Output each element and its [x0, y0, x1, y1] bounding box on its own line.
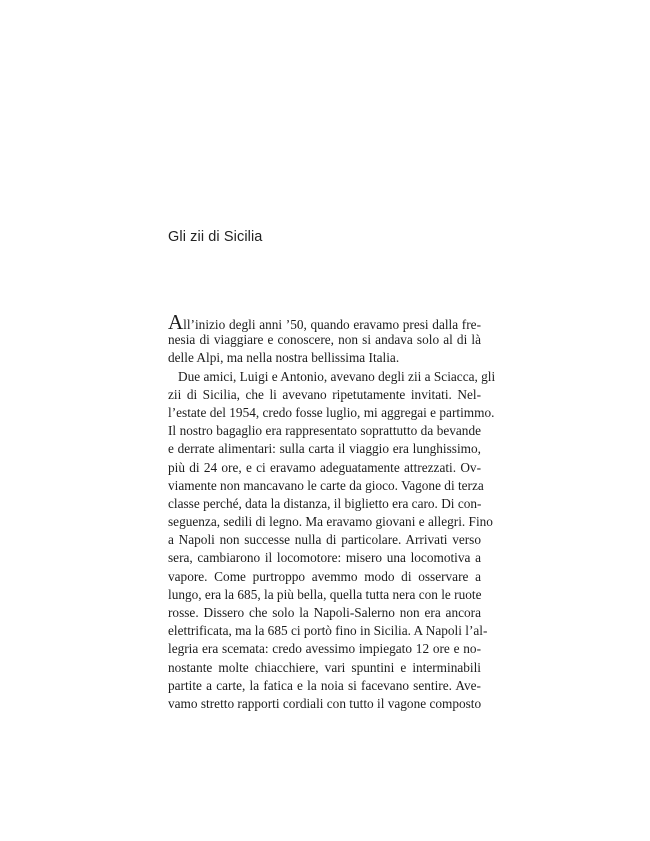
text-line: più di 24 ore, e ci eravamo adeguatamente attrezzati. Ov- — [168, 459, 481, 475]
text-line-content: ll’inizio degli anni ’50, quando eravamo presi dalla fre- — [183, 317, 481, 332]
text-line: delle Alpi, ma nella nostra bellissima Italia. — [168, 350, 400, 366]
initial-letter: A — [168, 310, 184, 334]
text-line: partite a carte, la fatica e la noia si facevano sentire. Ave- — [168, 677, 481, 693]
paragraph-2 — [168, 368, 496, 714]
text-line: vapore. Come purtroppo avemmo modo di osservare a — [168, 568, 481, 584]
text-line: sera, cambiarono il locomotore: misero una locomotiva a — [168, 550, 481, 566]
text-line: a Napoli non successe nulla di particolare. Arrivati verso — [168, 532, 481, 548]
text-line: Il nostro bagaglio era rappresentato soprattutto da bevande — [168, 423, 481, 439]
text-line: elettrificata, ma la 685 ci portò fino in Sicilia. A Napoli l’al- — [168, 623, 488, 639]
text-line: legria era scemata: credo avessimo impiegato 12 ore e no- — [168, 641, 481, 657]
text-line: e derrate alimentari: sulla carta il viaggio era lunghissimo, — [168, 441, 481, 457]
paragraph-1 — [168, 310, 481, 368]
text-line: rosse. Dissero che solo la Napoli-Salerno non era ancora — [168, 605, 481, 620]
text-line — [168, 310, 481, 334]
text-line: zii di Sicilia, che li avevano ripetutamente invitati. Nel- — [168, 386, 481, 402]
text-line: classe perché, data la distanza, il biglietto era caro. Di con- — [168, 495, 482, 511]
text-line: vamo stretto rapporti cordiali con tutto il vagone composto — [168, 695, 482, 711]
text-line: nostante molte chiacchiere, vari spuntini e interminabili — [168, 659, 481, 675]
body-text — [168, 310, 496, 713]
text-line: nesia di viaggiare e conoscere, non si andava solo al di là — [168, 332, 481, 348]
text-line: lungo, era la 685, la più bella, quella tutta nera con le ruote — [168, 586, 482, 602]
chapter-title: Gli zii di Sicilia — [168, 229, 263, 245]
text-line: Due amici, Luigi e Antonio, avevano degli zii a Sciacca, gli — [178, 368, 496, 384]
text-line: l’estate del 1954, credo fosse luglio, mi aggregai e partimmo. — [168, 404, 495, 420]
text-line: viamente non mancavano le carte da gioco. Vagone di terza — [168, 477, 484, 493]
text-line: seguenza, sedili di legno. Ma eravamo giovani e allegri. Fino — [168, 514, 493, 530]
